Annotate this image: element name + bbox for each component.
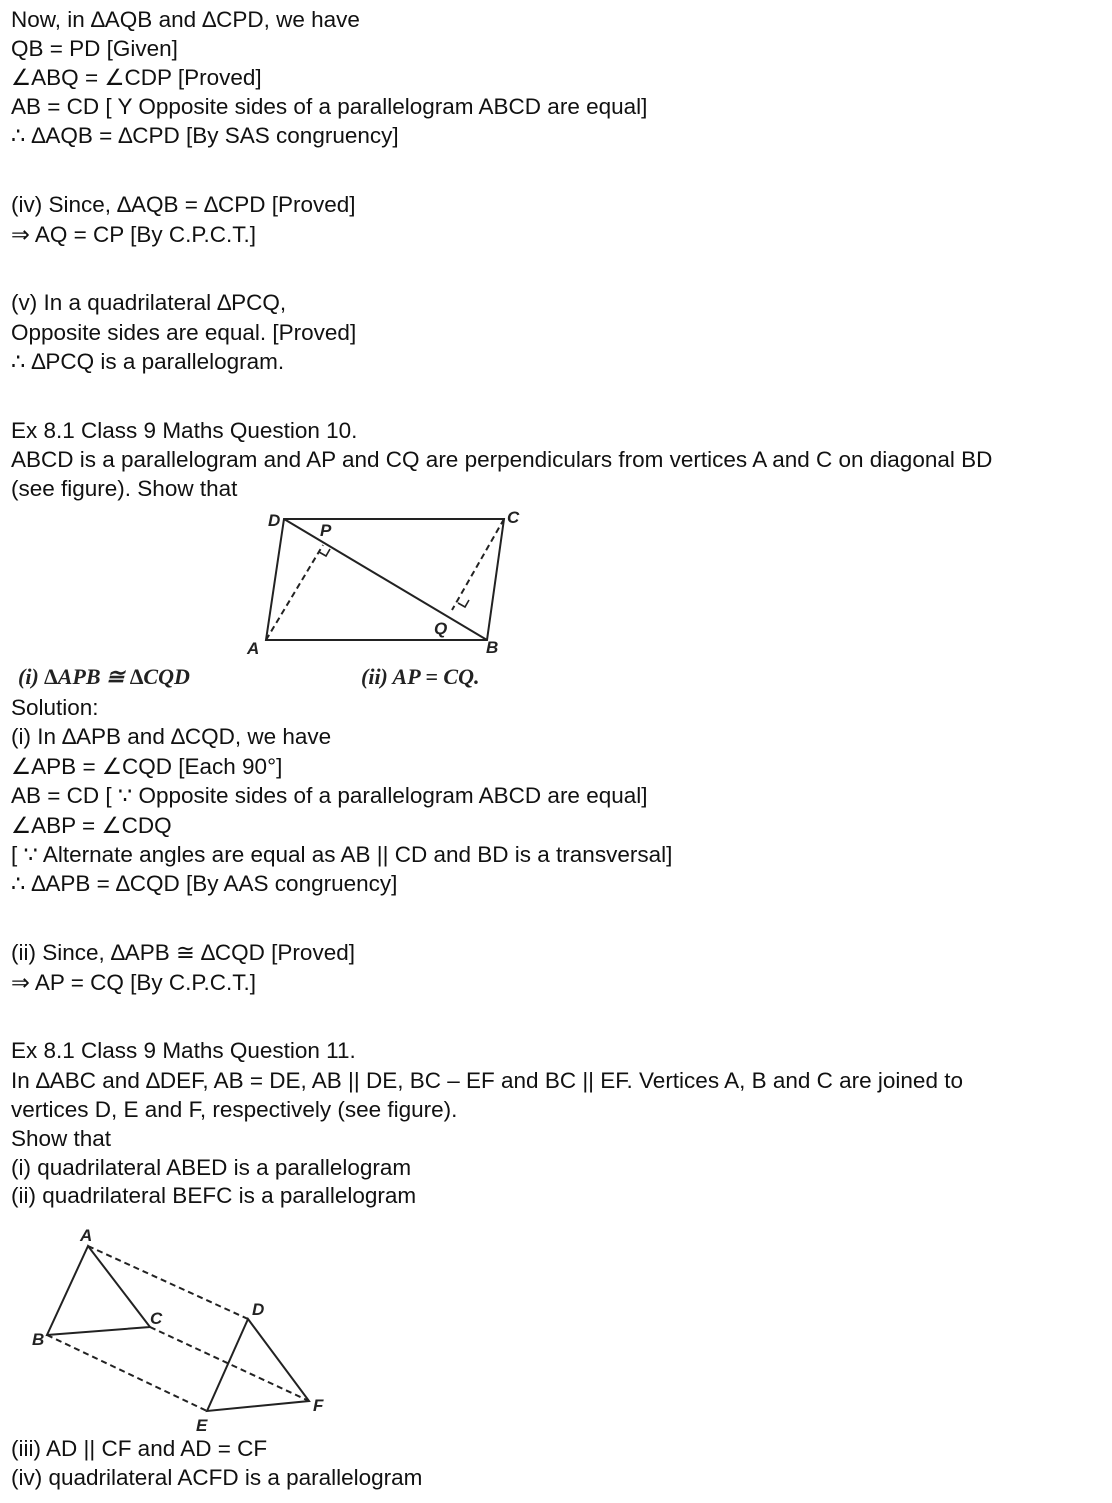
proof-line-2: QB = PD [Given] (11, 36, 178, 61)
solution-line-8: ⇒ AP = CQ [By C.P.C.T.] (11, 970, 256, 995)
vertex-label-c: C (507, 508, 520, 527)
vertex-label-b2: B (32, 1330, 45, 1349)
vertex-label-a2: A (80, 1226, 93, 1245)
question-11-text-2: vertices D, E and F, respectively (see figure). (11, 1097, 458, 1122)
figure-1-caption-i: (i) ∆APB ≅ ∆CQD (18, 664, 190, 689)
solution-line-6: ∴ ∆APB = ∆CQD [By AAS congruency] (11, 871, 398, 896)
solution-line-5: [ ∵ Alternate angles are equal as AB || CD and BD is a transversal] (11, 842, 673, 867)
question-10-text-2: (see figure). Show that (11, 476, 238, 501)
figure-1-caption-ii: (ii) AP = CQ. (361, 664, 480, 689)
question-11-part-iv: (iv) quadrilateral ACFD is a parallelogram (11, 1465, 423, 1490)
proof-line-3: ∠ABQ = ∠CDP [Proved] (11, 65, 262, 90)
question-10-heading: Ex 8.1 Class 9 Maths Question 10. (11, 418, 358, 443)
proof-line-8: (v) In a quadrilateral ∆PCQ, (11, 290, 287, 315)
solution-heading: Solution: (11, 695, 99, 720)
vertex-label-d2: D (252, 1300, 265, 1319)
vertex-label-p: P (320, 521, 332, 540)
question-11-part-iii: (iii) AD || CF and AD = CF (11, 1436, 268, 1461)
solution-line-1: (i) In ∆APB and ∆CQD, we have (11, 724, 332, 749)
vertex-label-a: A (247, 639, 260, 658)
solution-line-3: AB = CD [ ∵ Opposite sides of a parallelogram ABCD are equal] (11, 783, 648, 808)
question-10-text-1: ABCD is a parallelogram and AP and CQ are perpendiculars from vertices A and C on diagonal BD (11, 447, 993, 472)
question-11-heading: Ex 8.1 Class 9 Maths Question 11. (11, 1038, 356, 1063)
vertex-label-q: Q (434, 619, 448, 638)
vertex-label-d: D (268, 511, 281, 530)
join-ad (88, 1246, 248, 1319)
vertex-label-e2: E (196, 1416, 208, 1435)
vertex-label-b: B (486, 638, 499, 657)
proof-line-4: AB = CD [ Y Opposite sides of a parallelogram ABCD are equal] (11, 94, 648, 119)
solution-line-2: ∠APB = ∠CQD [Each 90°] (11, 754, 283, 779)
triangle-abc (47, 1246, 150, 1335)
vertex-label-f2: F (313, 1396, 324, 1415)
question-11-text-1: In ∆ABC and ∆DEF, AB = DE, AB || DE, BC – EF and BC || EF. Vertices A, B and C are joined to (11, 1068, 963, 1093)
question-11-part-i: (i) quadrilateral ABED is a parallelogram (11, 1155, 412, 1180)
join-be (47, 1335, 207, 1411)
triangle-def (207, 1319, 309, 1411)
question-11-part-ii: (ii) quadrilateral BEFC is a parallelogram (11, 1183, 417, 1208)
vertex-label-c2: C (150, 1309, 163, 1328)
question-11-text-3: Show that (11, 1126, 112, 1151)
proof-line-10: ∴ ∆PCQ is a parallelogram. (11, 349, 285, 374)
proof-line-1: Now, in ∆AQB and ∆CPD, we have (11, 7, 360, 32)
solution-line-4: ∠ABP = ∠CDQ (11, 813, 172, 838)
proof-line-5: ∴ ∆AQB = ∆CPD [By SAS congruency] (11, 123, 399, 148)
proof-line-7: ⇒ AQ = CP [By C.P.C.T.] (11, 222, 256, 247)
proof-line-9: Opposite sides are equal. [Proved] (11, 320, 357, 345)
proof-line-6: (iv) Since, ∆AQB = ∆CPD [Proved] (11, 192, 356, 217)
solution-line-7: (ii) Since, ∆APB ≅ ∆CQD [Proved] (11, 940, 355, 965)
join-cf (150, 1327, 309, 1401)
